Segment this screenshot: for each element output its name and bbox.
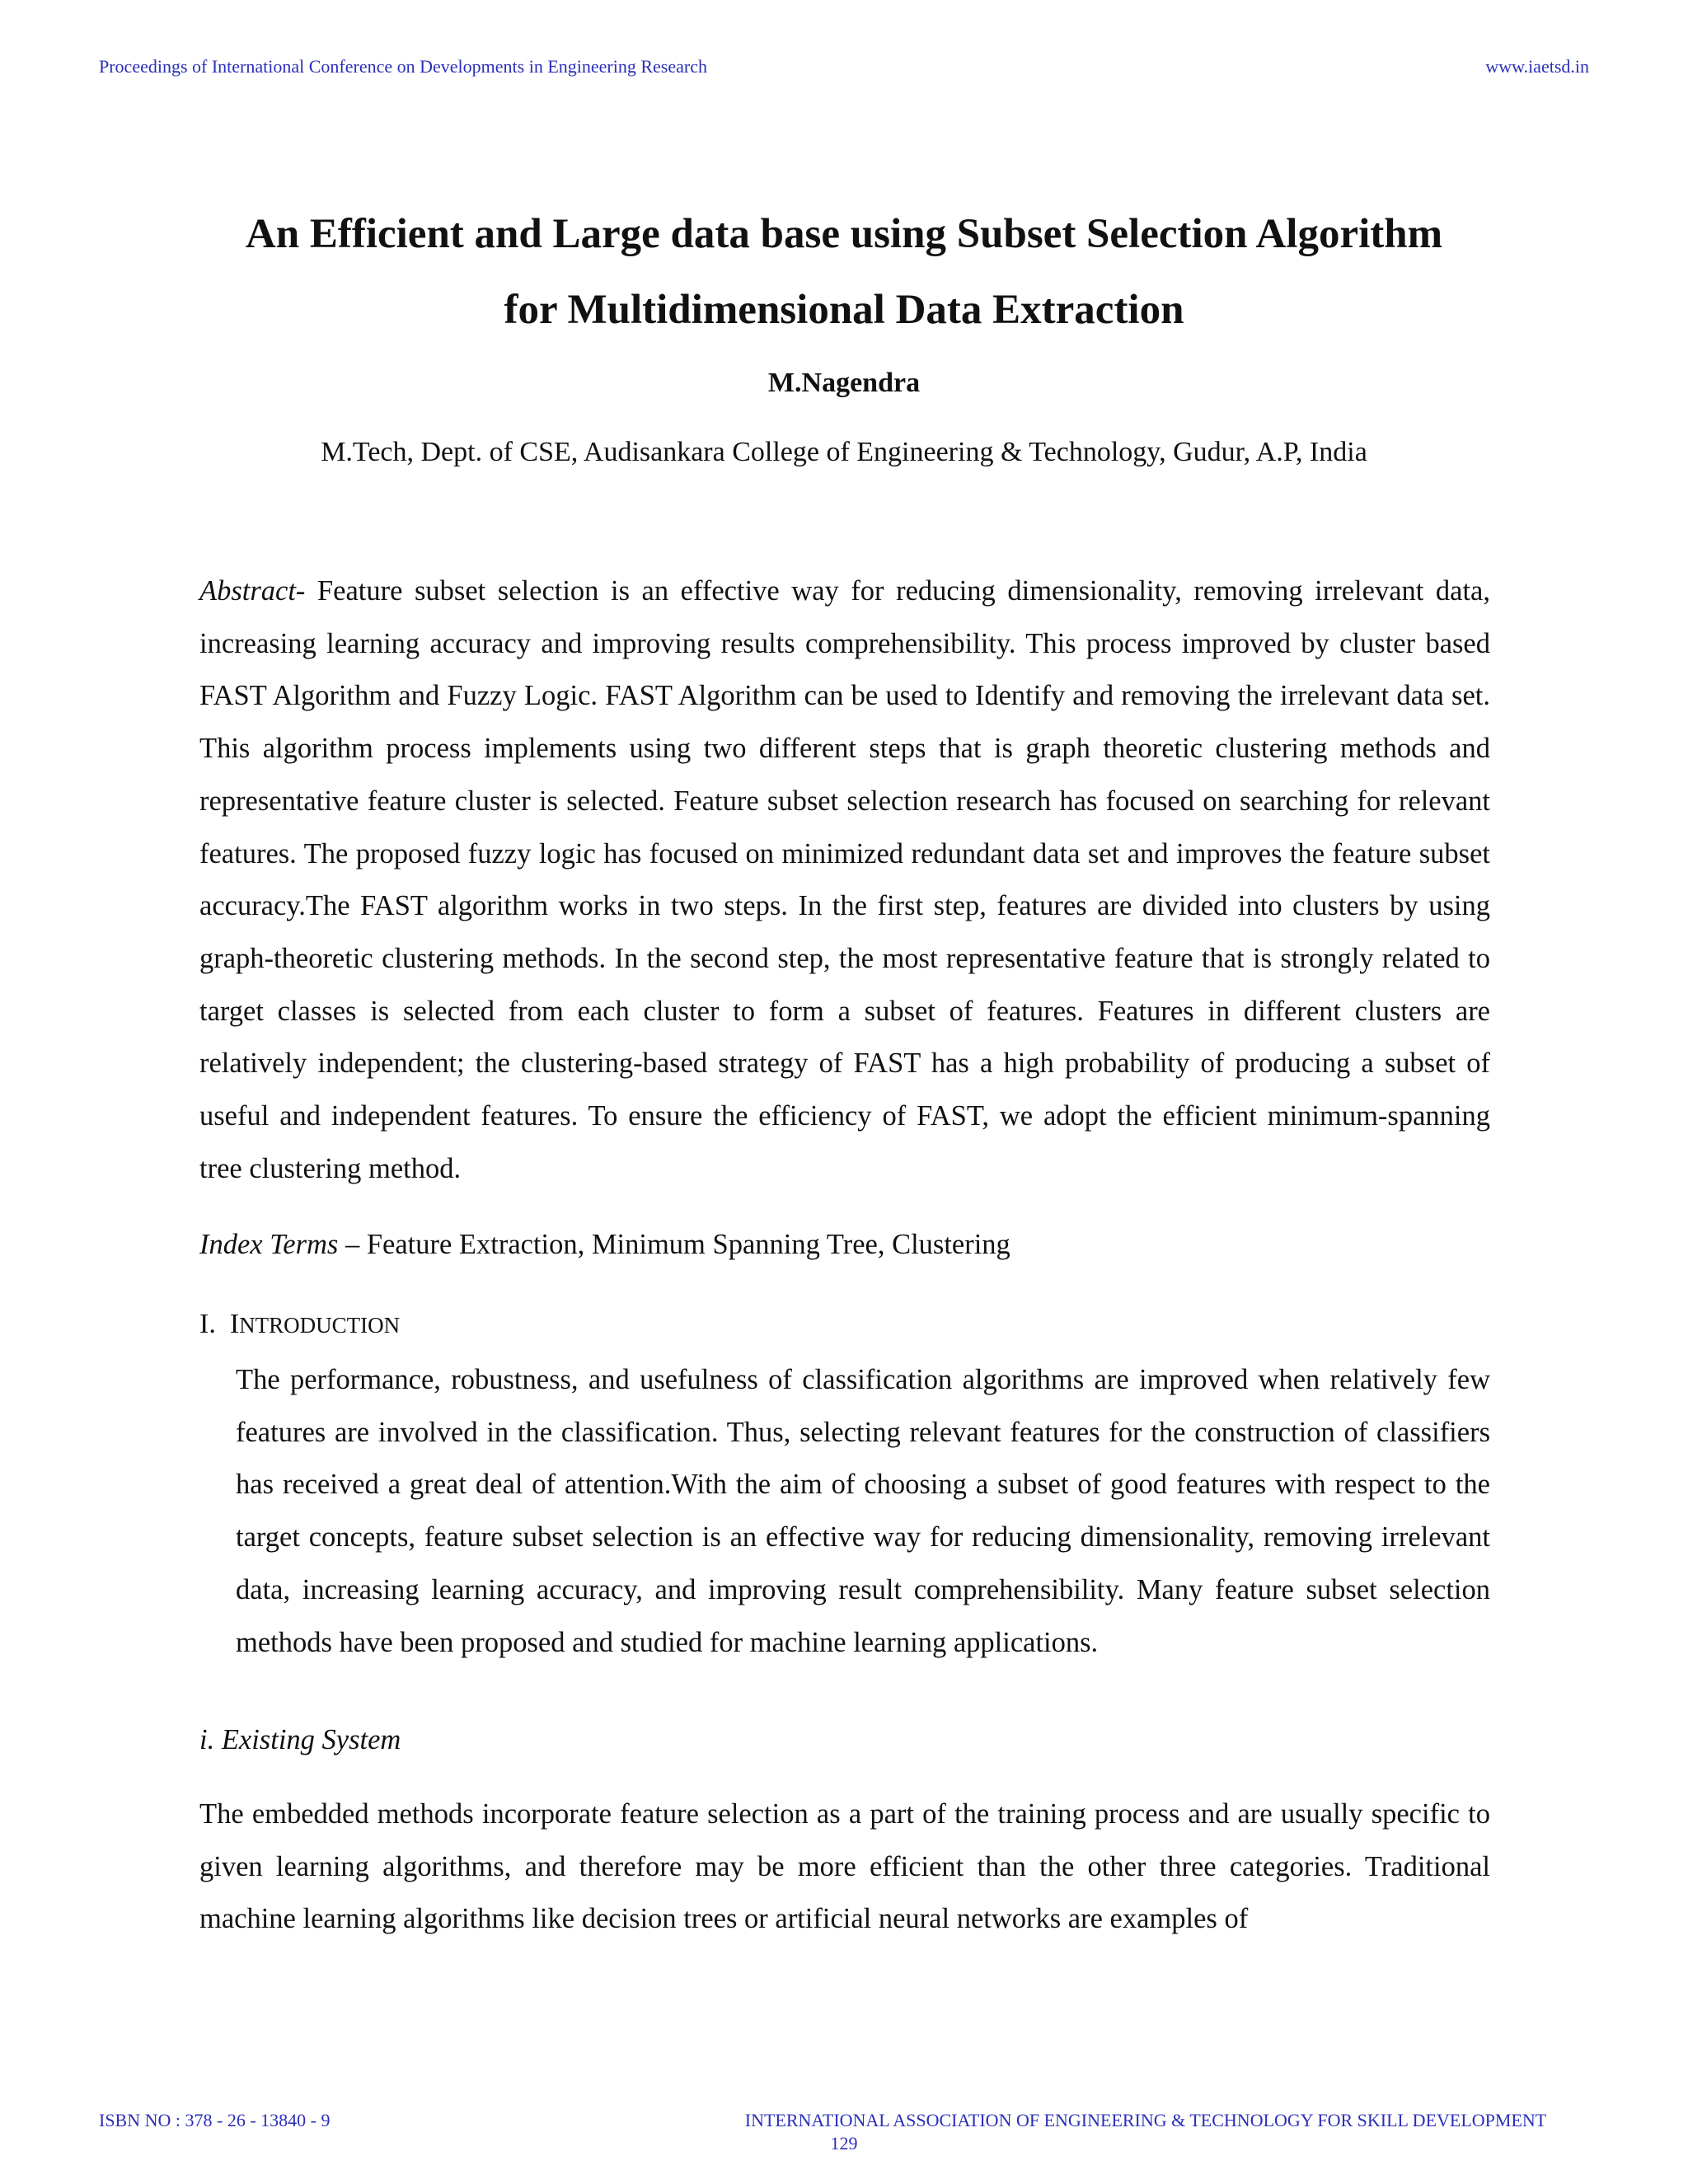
abstract-text: - Feature subset selection is an effective way for reducing dimensionality, removing irrelevant data, increasing learning accuracy and improving results comprehensibility. This process improved by cluster based FAST Algorithm and Fuzzy Logic. FAST Algorithm can be used to Identify and removing the irrelevant data set. This algorithm process implements using two different steps that is graph theoretic clustering methods and representative feature cluster is selected. Feature subset selection research has focused on searching for relevant features. The proposed fuzzy logic has focused on minimized redundant data set and improves the feature subset accuracy.The FAST algorithm works in two steps. In the first step, features are divided into clusters by using graph-theoretic clustering methods. In the second step, the most representative feature that is strongly related to target classes is selected from each cluster to form a subset of features. Features in different clusters are relatively independent; the clustering-based strategy of FAST has a high probability of producing a subset of useful and independent features. To ensure the efficiency of FAST, we adopt the efficient minimum-spanning tree clustering method. xyxy=(199,575,1490,1184)
section-title-rest: NTRODUCTION xyxy=(239,1313,401,1338)
title-line-1: An Efficient and Large data base using Subset Selection Algorithm xyxy=(245,211,1443,257)
section-heading-introduction xyxy=(199,1309,400,1340)
footer-association: INTERNATIONAL ASSOCIATION OF ENGINEERING & TECHNOLOGY FOR SKILL DEVELOPMENT xyxy=(744,2110,1547,2130)
introduction-text: The performance, robustness, and usefulness of classification algorithms are improved when relatively few features are involved in the classification. Thus, selecting relevant features for the construction of classifiers has received a great deal of attention.With the aim of choosing a subset of good features with respect to the target concepts, feature subset selection is an effective way for reducing dimensionality, removing irrelevant data, increasing learning accuracy, and improving result comprehensibility. Many feature subset selection methods have been proposed and studied for machine learning applications. xyxy=(236,1364,1490,1658)
page-number: 129 xyxy=(830,2133,858,2154)
section-title-initial: I xyxy=(229,1309,240,1339)
section-number: I. xyxy=(199,1309,216,1339)
header-website[interactable]: www.iaetsd.in xyxy=(1485,56,1589,77)
index-terms-text: – Feature Extraction, Minimum Spanning Tree, Clustering xyxy=(338,1229,1010,1260)
abstract xyxy=(199,565,1490,1195)
title-line-2: for Multidimensional Data Extraction xyxy=(504,287,1184,333)
footer-isbn: ISBN NO : 378 - 26 - 13840 - 9 xyxy=(99,2110,331,2130)
abstract-label: Abstract xyxy=(199,575,296,607)
header-proceedings: Proceedings of International Conference on Developments in Engineering Research xyxy=(99,56,707,77)
author-name: M.Nagendra xyxy=(767,368,921,398)
index-terms-label: Index Terms xyxy=(199,1229,339,1260)
existing-system-text: The embedded methods incorporate feature selection as a part of the training process and are usually specific to given learning algorithms, and therefore may be more efficient than the other three categories. Traditional machine learning algorithms like decision trees or artificial neural networks are examples of xyxy=(199,1798,1490,1935)
author-affiliation: M.Tech, Dept. of CSE, Audisankara College of Engineering & Technology, Gudur, A.P, India xyxy=(321,437,1367,467)
subsection-heading-existing-system: i. Existing System xyxy=(199,1724,401,1755)
paper-title xyxy=(148,196,1540,348)
index-terms xyxy=(199,1219,1490,1272)
